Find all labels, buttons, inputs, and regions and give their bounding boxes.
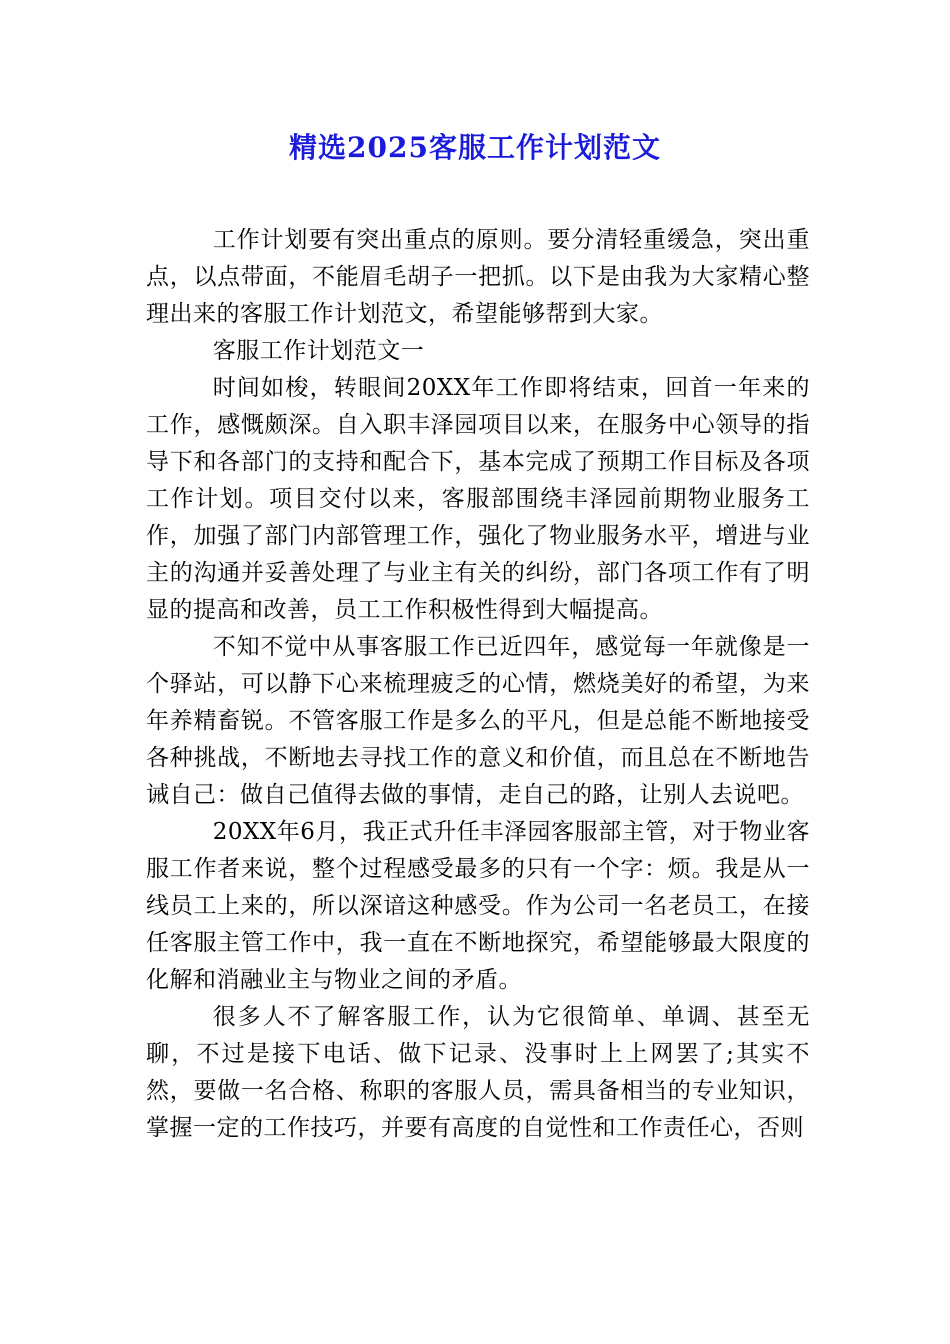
document-title: 精选2025客服工作计划范文 [289, 131, 661, 164]
paragraph: 很多人不了解客服工作，认为它很简单、单调、甚至无聊，不过是接下电话、做下记录、没事时上上网罢了;其实不然，要做一名合格、称职的客服人员，需具备相当的专业知识，掌握一定的工作技巧，并要有高度的自觉性和工作责任心，否则 [146, 1004, 810, 1141]
paragraph-intro: 工作计划要有突出重点的原则。要分清轻重缓急，突出重点，以点带面，不能眉毛胡子一把抓。以下是由我为大家精心整理出来的客服工作计划范文，希望能够帮到大家。 [146, 227, 810, 327]
paragraph: 20XX年6月，我正式升任丰泽园客服部主管，对于物业客服工作者来说，整个过程感受最多的只有一个字：烦。我是从一线员工上来的，所以深谙这种感受。作为公司一名老员工，在接任客服主管工作中，我一直在不断地探究，希望能够最大限度的化解和消融业主与物业之间的矛盾。 [146, 819, 810, 993]
section-heading: 客服工作计划范文一 [212, 338, 425, 364]
paragraph: 不知不觉中从事客服工作已近四年，感觉每一年就像是一个驿站，可以静下心来梳理疲乏的心情，燃烧美好的希望，为来年养精畜锐。不管客服工作是多么的平凡，但是总能不断地接受各种挑战，不断地去寻找工作的意义和价值，而且总在不断地告诫自己：做自己值得去做的事情，走自己的路，让别人去说吧。 [146, 634, 810, 808]
paragraph: 时间如梭，转眼间20XX年工作即将结束，回首一年来的工作，感慨颇深。自入职丰泽园项目以来，在服务中心领导的指导下和各部门的支持和配合下，基本完成了预期工作目标及各项工作计划。项目交付以来，客服部围绕丰泽园前期物业服务工作，加强了部门内部管理工作，强化了物业服务水平，增进与业主的沟通并妥善处理了与业主有关的纠纷，部门各项工作有了明显的提高和改善，员工工作积极性得到大幅提高。 [146, 375, 810, 623]
document-body [146, 222, 810, 1147]
